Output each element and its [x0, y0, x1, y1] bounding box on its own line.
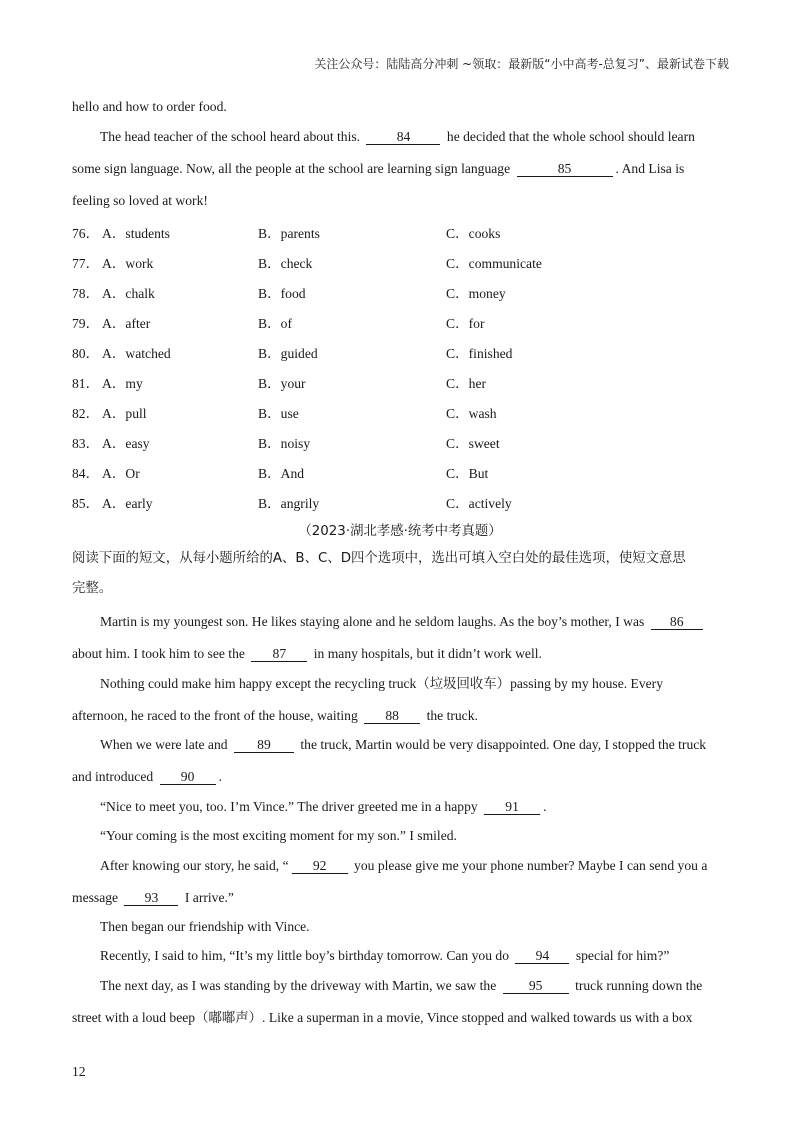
- blank-91: 91: [484, 800, 540, 815]
- passage-line: [72, 1009, 692, 1028]
- text: “Your coming is the most exciting moment for my son.” I smiled.: [100, 828, 457, 843]
- passage-line: [72, 707, 478, 725]
- page-number: 12: [72, 1064, 86, 1079]
- option-b: B．noisy: [258, 436, 311, 451]
- passage-line: [100, 798, 546, 816]
- option-a: A．easy: [102, 436, 150, 451]
- text: Nothing could make him happy except the recycling truck: [100, 676, 417, 691]
- text: street with a loud beep: [72, 1010, 196, 1025]
- option-b: B．use: [258, 406, 299, 421]
- option-b: B．parents: [258, 226, 320, 241]
- option-c: C．finished: [446, 346, 513, 361]
- text: and introduced: [72, 769, 154, 784]
- text: .: [543, 799, 547, 814]
- source-label: （2023·湖北孝感·统考中考真题）: [298, 524, 502, 539]
- blank-86: 86: [651, 615, 703, 630]
- passage-line: [100, 613, 706, 631]
- text: you please give me your phone number? Maybe I can send you a: [354, 858, 708, 873]
- question-number: 80．: [72, 346, 100, 361]
- question-number: 76．: [72, 226, 100, 241]
- option-c: C．actively: [446, 496, 512, 511]
- passage-line: [100, 947, 669, 965]
- blank-88: 88: [364, 709, 420, 724]
- text: （嘟嘟声）: [195, 1011, 263, 1026]
- option-a: A．work: [102, 256, 154, 271]
- text: about him. I took him to see the: [72, 646, 245, 661]
- option-c: C．But: [446, 466, 489, 481]
- text: . And Lisa is: [615, 161, 685, 176]
- text: . Like a superman in a movie, Vince stopped and walked towards us with a box: [262, 1010, 693, 1025]
- option-a: A．my: [102, 376, 143, 391]
- passage-line: [72, 768, 222, 786]
- blank-84: 84: [366, 130, 440, 145]
- text: he decided that the whole school should learn: [446, 129, 695, 144]
- option-c: C．sweet: [446, 436, 500, 451]
- instructions: 阅读下面的短文，从每小题所给的A、B、C、D四个选项中，选出可填入空白处的最佳选项，使短文意思: [72, 551, 686, 566]
- text: The head teacher of the school heard about this.: [100, 129, 361, 144]
- option-c: C．wash: [446, 406, 497, 421]
- passage-line: [100, 827, 457, 845]
- question-number: 78．: [72, 286, 100, 301]
- option-b: B．And: [258, 466, 305, 481]
- blank-85: 85: [517, 162, 613, 177]
- option-c: C．for: [446, 316, 485, 331]
- option-b: B．check: [258, 256, 313, 271]
- text: message: [72, 890, 119, 905]
- text: some sign language. Now, all the people at the school are learning sign language: [72, 161, 511, 176]
- option-a: A．students: [102, 226, 170, 241]
- passage-line: [100, 128, 695, 146]
- text: Then began our friendship with Vince.: [100, 919, 310, 934]
- passage-line: [72, 192, 208, 210]
- option-c: C．money: [446, 286, 506, 301]
- option-b: B．food: [258, 286, 306, 301]
- text: the truck.: [426, 708, 478, 723]
- text: passing by my house. Every: [510, 676, 663, 691]
- question-number: 79．: [72, 316, 100, 331]
- text: afternoon, he raced to the front of the house, waiting: [72, 708, 358, 723]
- blank-90: 90: [160, 770, 216, 785]
- page-header: 关注公众号：陆陆高分冲刺 ~领取：最新版“小中高考-总复习”、最新试卷下载: [314, 57, 729, 71]
- option-a: A．early: [102, 496, 153, 511]
- text: hello and how to order food.: [72, 99, 227, 114]
- question-number: 81．: [72, 376, 100, 391]
- blank-95: 95: [503, 979, 569, 994]
- blank-89: 89: [234, 738, 294, 753]
- option-c: C．cooks: [446, 226, 501, 241]
- passage-line: [100, 918, 310, 936]
- option-b: B．angrily: [258, 496, 320, 511]
- text: Martin is my youngest son. He likes staying alone and he seldom laughs. As the boy’s mother, I was: [100, 614, 645, 629]
- question-number: 84．: [72, 466, 100, 481]
- text: special for him?”: [575, 948, 670, 963]
- text: “Nice to meet you, too. I’m Vince.” The driver greeted me in a happy: [100, 799, 478, 814]
- blank-93: 93: [124, 891, 178, 906]
- passage-line: [100, 857, 707, 875]
- passage-line: [100, 675, 663, 694]
- text: When we were late and: [100, 737, 228, 752]
- passage-line: [72, 889, 234, 907]
- option-c: C．communicate: [446, 256, 542, 271]
- text: The next day, as I was standing by the driveway with Martin, we saw the: [100, 978, 497, 993]
- text: feeling so loved at work!: [72, 193, 208, 208]
- passage-line: [72, 98, 227, 116]
- passage-line: [100, 736, 706, 754]
- option-a: A．Or: [102, 466, 140, 481]
- text: truck running down the: [575, 978, 703, 993]
- option-a: A．after: [102, 316, 151, 331]
- option-a: A．chalk: [102, 286, 155, 301]
- option-a: A．pull: [102, 406, 147, 421]
- option-b: B．guided: [258, 346, 318, 361]
- instructions: 完整。: [72, 581, 113, 596]
- option-b: B．of: [258, 316, 292, 331]
- text: I arrive.”: [184, 890, 234, 905]
- text: （垃圾回收车）: [416, 677, 511, 692]
- blank-94: 94: [515, 949, 569, 964]
- passage-line: [100, 977, 702, 995]
- blank-92: 92: [292, 859, 348, 874]
- blank-87: 87: [251, 647, 307, 662]
- text: After knowing our story, he said, “: [100, 858, 289, 873]
- passage-line: [72, 160, 684, 178]
- text: .: [218, 769, 222, 784]
- option-a: A．watched: [102, 346, 171, 361]
- option-b: B．your: [258, 376, 306, 391]
- option-c: C．her: [446, 376, 487, 391]
- question-number: 82．: [72, 406, 100, 421]
- question-number: 85．: [72, 496, 100, 511]
- question-number: 77．: [72, 256, 100, 271]
- question-number: 83．: [72, 436, 100, 451]
- text: Recently, I said to him, “It’s my little boy’s birthday tomorrow. Can you do: [100, 948, 510, 963]
- passage-line: [72, 645, 542, 663]
- text: in many hospitals, but it didn’t work well.: [313, 646, 542, 661]
- text: the truck, Martin would be very disappointed. One day, I stopped the truck: [300, 737, 707, 752]
